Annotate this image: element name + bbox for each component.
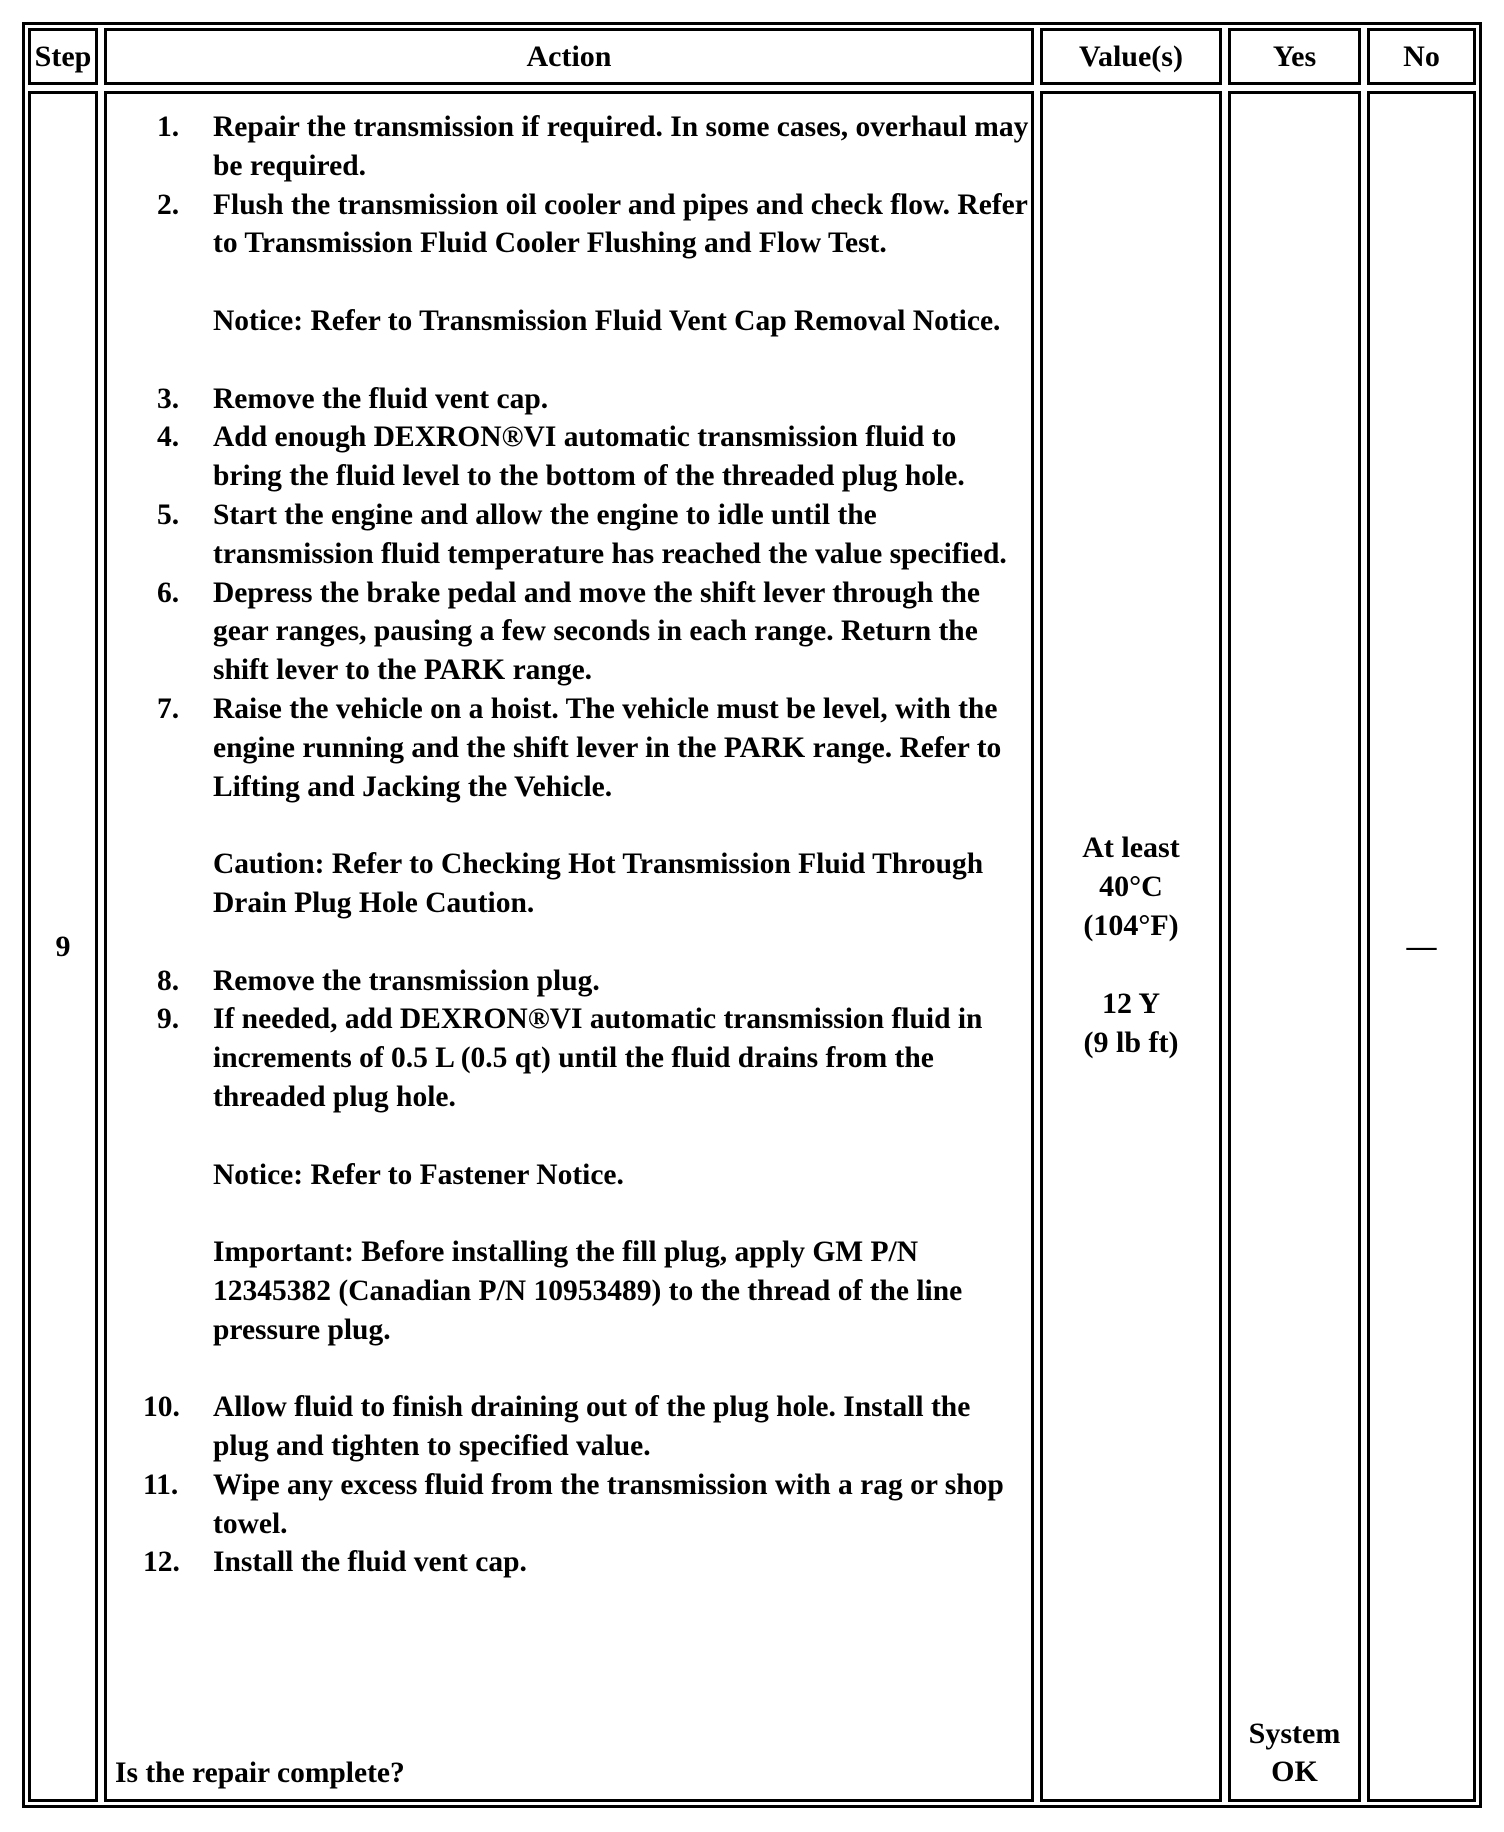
action-item-6: 6. Depress the brake pedal and move the shift lever through the gear ranges, pausing a few seconds in each range. Return the shift lever to the PARK range. bbox=[157, 576, 980, 687]
action-cell bbox=[104, 91, 1034, 1802]
header-yes bbox=[1228, 28, 1361, 85]
no-cell bbox=[1367, 91, 1476, 1802]
notice-vent-cap: Notice: Refer to Transmission Fluid Vent Cap Removal Notice. bbox=[213, 304, 1001, 337]
header-values bbox=[1040, 28, 1222, 85]
notice-fastener: Notice: Refer to Fastener Notice. bbox=[213, 1158, 624, 1191]
action-item-8: 8. Remove the transmission plug. bbox=[157, 964, 600, 997]
action-item-9: 9. If needed, add DEXRON®VI automatic transmission fluid in increments of 0.5 L (0.5 qt) until the fluid drains from the threaded plug hole. Notice: Refer to Fastener Notice. Important: Before installing the fill plug, apply GM P/N 12345382 (Canadian P/N 10953489) to the thread of the line pressure plug. bbox=[107, 1000, 1031, 1349]
torque-line-1: 12 Y bbox=[1101, 987, 1161, 1020]
action-item-2: 2. Flush the transmission oil cooler and pipes and check flow. Refer to Transmission Fluid Cooler Flushing and Flow Test. Notice: Refer to Transmission Fluid Vent Cap Removal Notice. bbox=[107, 186, 1031, 341]
yes-line-1: System bbox=[1248, 1717, 1341, 1750]
header-step-label: Step bbox=[34, 39, 92, 73]
header-values-label: Value(s) bbox=[1079, 39, 1183, 73]
action-item-1: 1. Repair the transmission if required. In some cases, overhaul may be required. bbox=[157, 111, 1029, 182]
action-item-7: 7. Raise the vehicle on a hoist. The vehicle must be level, with the engine running and the shift lever in the PARK range. Refer to Lifting and Jacking the Vehicle. Caution: Refer to Checking Hot Transmission Fluid Through Drain Plug Hole Caution. bbox=[107, 690, 1031, 923]
action-item-10: 10. Allow fluid to finish draining out of the plug hole. Install the plug and tighten to specified value. bbox=[143, 1391, 971, 1463]
repair-complete-question: Is the repair complete? bbox=[115, 1757, 405, 1790]
header-no-label: No bbox=[1403, 39, 1440, 73]
torque-spec bbox=[1043, 985, 1219, 1063]
action-list bbox=[107, 108, 1031, 1582]
no-result-dash: — bbox=[1406, 929, 1437, 963]
header-action bbox=[104, 28, 1034, 85]
header-action-label: Action bbox=[526, 39, 612, 73]
values-cell bbox=[1040, 91, 1222, 1802]
action-item-5: 5. Start the engine and allow the engine to idle until the transmission fluid temperature has reached the value specified. bbox=[157, 498, 1007, 570]
temp-line-3: (104°F) bbox=[1083, 908, 1179, 942]
important-fill-plug: Important: Before installing the fill plug, apply GM P/N 12345382 (Canadian P/N 10953489) to the thread of the line pressure plug. bbox=[213, 1236, 963, 1346]
step-number: 9 bbox=[55, 929, 71, 963]
action-item-11: 11. Wipe any excess fluid from the transmission with a rag or shop towel. bbox=[143, 1468, 1004, 1540]
action-item-12: 12. Install the fluid vent cap. bbox=[143, 1546, 527, 1579]
yes-result bbox=[1231, 1715, 1358, 1791]
caution-hot-fluid: Caution: Refer to Checking Hot Transmission Fluid Through Drain Plug Hole Caution. bbox=[213, 848, 984, 919]
temp-line-2: 40°C bbox=[1099, 869, 1163, 903]
header-yes-label: Yes bbox=[1272, 39, 1317, 73]
action-item-4: 4. Add enough DEXRON®VI automatic transmission fluid to bring the fluid level to the bottom of the threaded plug hole. bbox=[157, 421, 965, 493]
header-no bbox=[1367, 28, 1476, 85]
action-item-3: 3. Remove the fluid vent cap. bbox=[157, 382, 549, 415]
temp-line-1: At least bbox=[1082, 831, 1180, 864]
yes-line-2: OK bbox=[1271, 1755, 1318, 1788]
yes-cell bbox=[1228, 91, 1361, 1802]
torque-line-2: (9 lb ft) bbox=[1083, 1025, 1179, 1059]
step-number-cell bbox=[28, 91, 98, 1802]
header-step bbox=[28, 28, 98, 85]
temperature-spec bbox=[1043, 829, 1219, 945]
